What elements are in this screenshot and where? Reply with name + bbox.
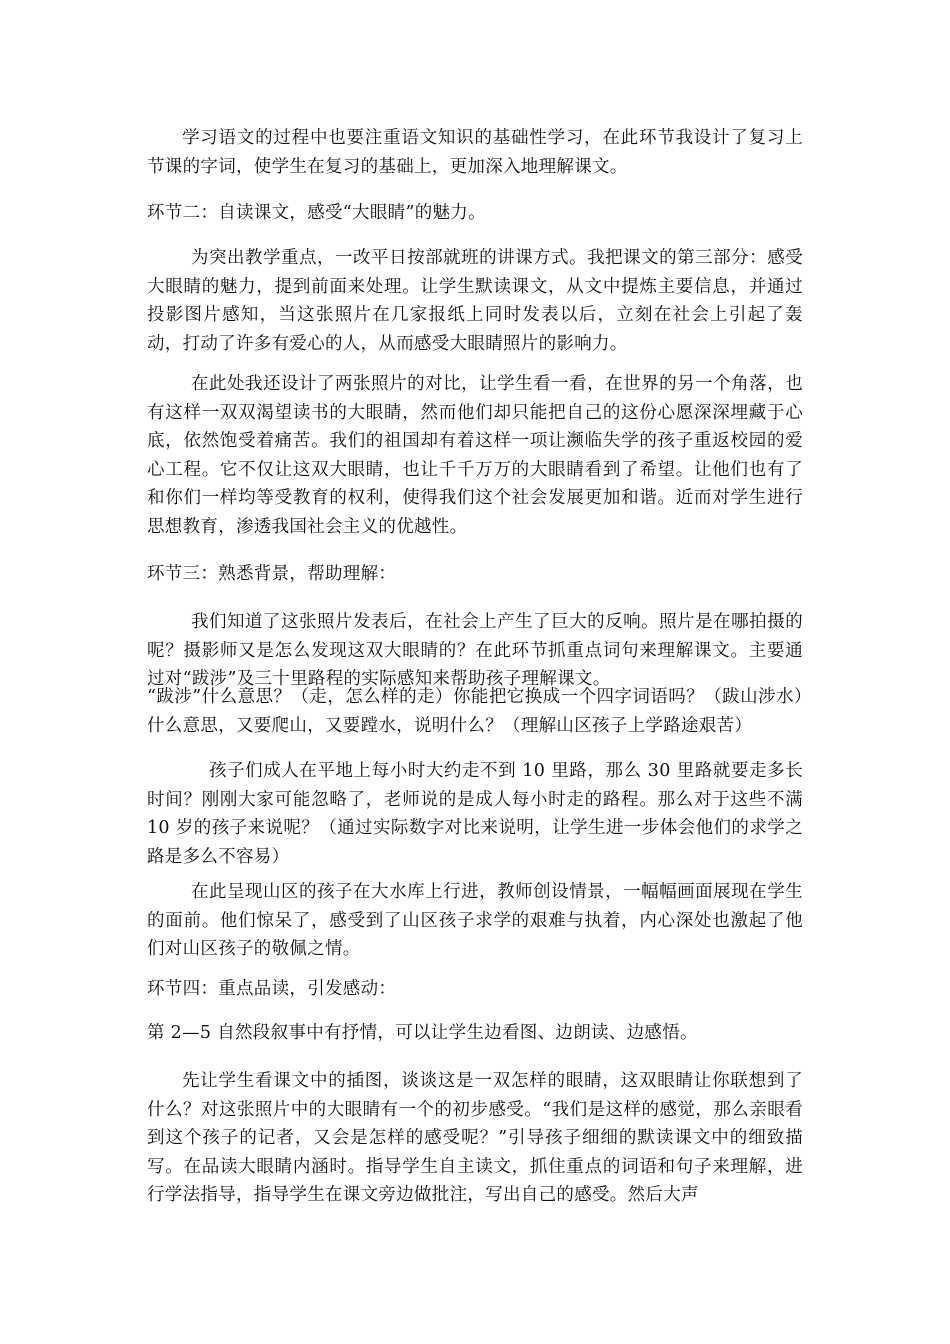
heading-section-two: 环节二：自读课文，感受“大眼睛”的魅力。 <box>147 203 486 223</box>
paragraph-reservoir-scene: 在此呈现山区的孩子在大水库上行进，教师创设情景，一幅幅画面展现在学生的面前。他们惊呆了，感受到了山区孩子求学的艰难与执着，内心深处也激起了他们对山区孩子的敬佩之情。 <box>147 882 803 959</box>
heading-section-four: 环节四：重点品读，引发感动： <box>147 979 397 999</box>
paragraph-distance-comparison: 孩子们成人在平地上每小时大约走不到 10 里路，那么 30 里路就要走多长时间？刚刚大家可能忽略了，老师说的是成人每小时走的路程。那么对于这些不满 10 岁的孩子来说呢？（通过实际数字对比来说明，让学生进一步体会他们的求学之路是多么不容易） <box>147 761 803 867</box>
paragraph-illustration-reading: 先让学生看课文中的插图，谈谈这是一双怎样的眼睛，这双眼睛让你联想到了什么？对这张照片中的大眼睛有一个的初步感受。“我们是这样的感觉，那么亲眼看到这个孩子的记者，又会是怎样的感受呢？”引导孩子细细的默读课文中的细致描写。在品读大眼睛内涵时。指导学生自主读文，抓住重点的词语和句子来理解，进行学法指导，指导学生在课文旁边做批注，写出自己的感受。然后大声 <box>147 1071 803 1205</box>
paragraph-paragraphs-two-to-five: 第 2—5 自然段叙事中有抒情，可以让学生边看图、边朗读、边感悟。 <box>147 1023 698 1043</box>
paragraph-photo-comparison: 在此处我还设计了两张照片的对比，让学生看一看，在世界的另一个角落，也有这样一双双渴望读书的大眼睛，然而他们却只能把自己的这份心愿深深埋藏于心底，依然饱受着痛苦。我们的祖国却有着这样一项让濒临失学的孩子重返校园的爱心工程。它不仅让这双大眼睛，也让千千万万的大眼睛看到了希望。让他们也有了和你们一样均等受教育的权利，使得我们这个社会发展更加和谐。近而对学生进行思想教育，渗透我国社会主义的优越性。 <box>147 374 803 537</box>
paragraph-review-vocabulary: 学习语文的过程中也要注重语文知识的基础性学习，在此环节我设计了复习上节课的字词，使学生在复习的基础上，更加深入地理解课文。 <box>147 128 803 177</box>
paragraph-trek-meaning: “跋涉”什么意思？（走，怎么样的走）你能把它换成一个四字词语吗？（跋山涉水）什么意思，又要爬山，又要蹚水，说明什么？（理解山区孩子上学路途艰苦） <box>147 687 803 736</box>
paragraph-highlight-teaching-focus: 为突出教学重点，一改平日按部就班的讲课方式。我把课文的第三部分：感受大眼睛的魅力，提到前面来处理。让学生默读课文，从文中提炼主要信息，并通过投影图片感知，当这张照片在几家报纸上同时发表以后，立刻在社会上引起了轰动，打动了许多有爱心的人，从而感受大眼睛照片的影响力。 <box>147 248 803 354</box>
heading-section-three: 环节三：熟悉背景，帮助理解： <box>147 564 397 584</box>
paragraph-photo-background: 我们知道了这张照片发表后，在社会上产生了巨大的反响。照片是在哪拍摄的呢？摄影师又是怎么发现这双大眼睛的？在此环节抓重点词句来理解课文。主要通过对“跋涉”及三十里路程的实际感知来帮助孩子理解课文。 <box>147 612 803 689</box>
